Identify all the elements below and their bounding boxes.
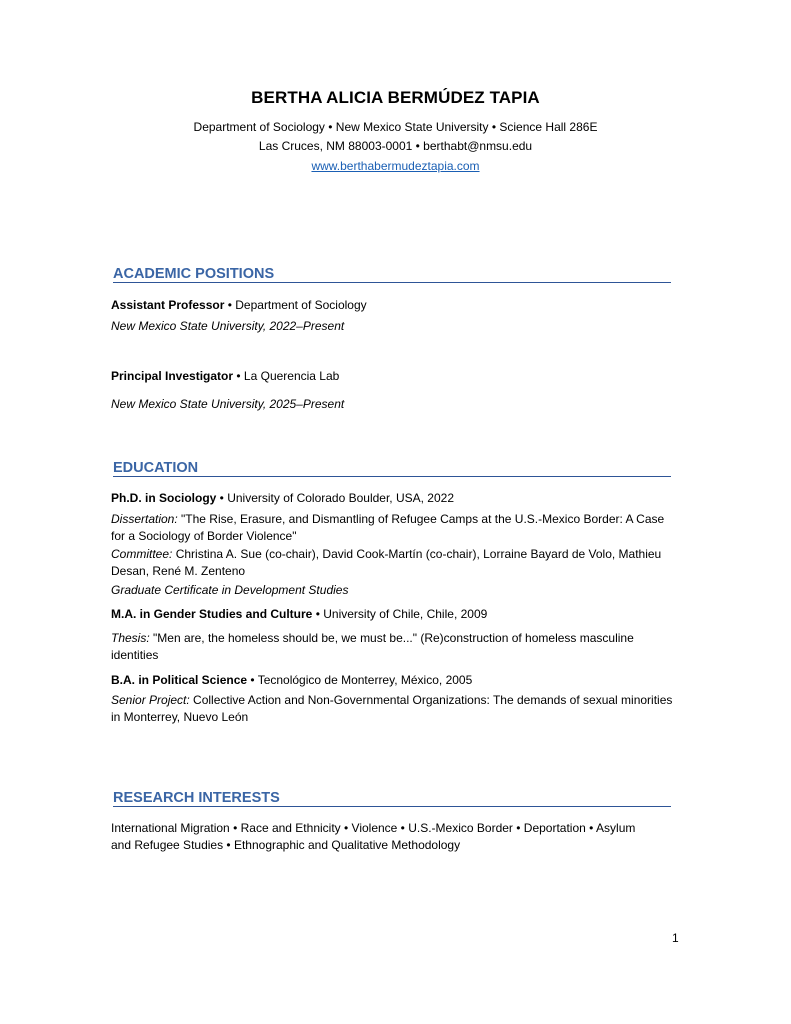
position-title: Principal Investigator [111,369,234,383]
position-detail: New Mexico State University, 2025–Present [111,397,345,411]
thesis-line-2: identities [111,648,159,662]
research-line-2: and Refugee Studies • Ethnographic and Qualitative Methodology [111,838,461,852]
separator: • [233,369,244,383]
dissertation-line-1 [111,511,686,528]
degree-phd [111,490,686,507]
position-title: Assistant Professor [111,298,225,312]
certificate: Graduate Certificate in Development Studies [111,583,349,597]
project-text: Collective Action and Non-Governmental Organizations: The demands of sexual minorities [189,693,673,707]
section-research-interests [113,790,671,807]
project-line-2: in Monterrey, Nuevo León [111,710,249,724]
section-education [113,460,671,477]
position-org: Department of Sociology [235,298,367,312]
degree-institution: • University of Chile, Chile, 2009 [312,607,488,621]
website-link[interactable]: www.berthabermudeztapia.com [311,159,480,173]
degree-ma [111,606,686,623]
dissertation-line-2: for a Sociology of Border Violence" [111,529,297,543]
committee-line-2: Desan, René M. Zenteno [111,564,246,578]
position-org: La Querencia Lab [243,369,340,383]
dissertation-text: "The Rise, Erasure, and Dismantling of Refugee Camps at the U.S.-Mexico Border: A Case [177,512,665,526]
page-number: 1 [672,931,679,945]
position-entry [111,297,686,314]
project-line-1 [111,692,686,709]
address-line-1: Department of Sociology • New Mexico State University • Science Hall 286E [193,120,598,134]
degree-title: M.A. in Gender Studies and Culture [111,607,313,621]
degree-title: Ph.D. in Sociology [111,491,217,505]
address-line-2: Las Cruces, NM 88003-0001 • berthabt@nmsu.edu [258,139,533,153]
section-heading: RESEARCH INTERESTS [113,790,280,806]
dissertation-label: Dissertation: [111,512,178,526]
research-line-1: International Migration • Race and Ethnicity • Violence • U.S.-Mexico Border • Deportation • Asylum [111,821,636,835]
degree-institution: • Tecnológico de Monterrey, México, 2005 [247,673,473,687]
degree-title: B.A. in Political Science [111,673,248,687]
committee-line-1 [111,546,686,563]
degree-ba [111,672,686,689]
thesis-text: "Men are, the homeless should be, we must be..." (Re)construction of homeless masculine [149,631,634,645]
separator: • [224,298,236,312]
section-heading: EDUCATION [113,460,199,476]
thesis-line-1 [111,630,686,647]
committee-label: Committee: [111,547,173,561]
website-line [0,159,791,173]
section-heading: ACADEMIC POSITIONS [113,266,275,282]
section-academic-positions [113,266,671,283]
position-detail: New Mexico State University, 2022–Present [111,319,345,333]
degree-institution: • University of Colorado Boulder, USA, 2022 [216,491,454,505]
cv-name: BERTHA ALICIA BERMÚDEZ TAPIA [251,88,540,107]
position-entry [111,368,686,385]
project-label: Senior Project: [111,693,190,707]
thesis-label: Thesis: [111,631,150,645]
committee-text: Christina A. Sue (co-chair), David Cook-Martín (co-chair), Lorraine Bayard de Volo, Mathieu [172,547,662,561]
